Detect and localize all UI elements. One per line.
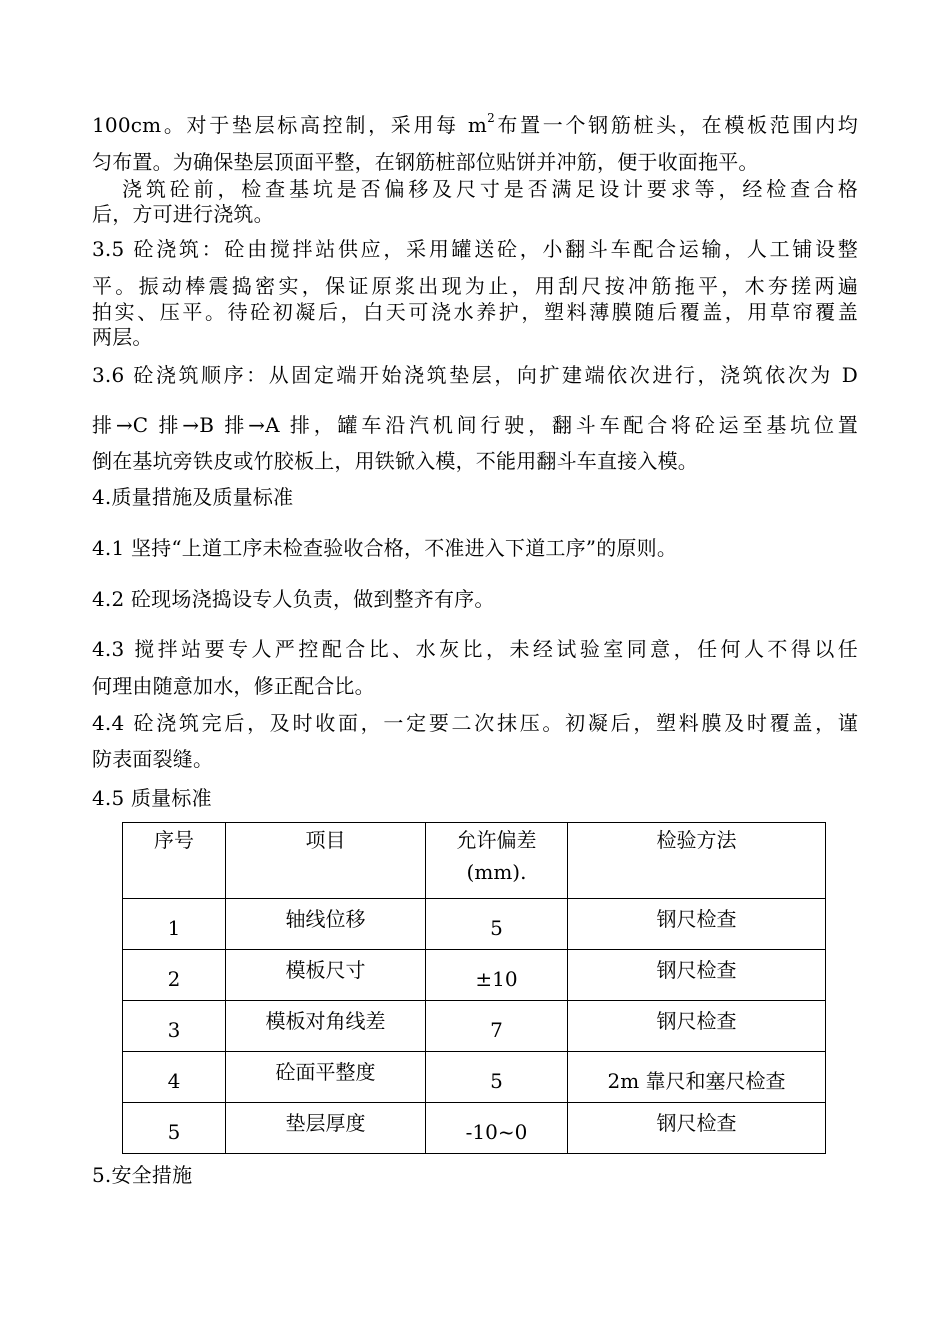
- paragraph-line: 两层。: [92, 325, 153, 349]
- paragraph-line: 平。振动棒震捣密实，保证原浆出现为止，用刮尺按冲筋拖平，木夯搓两遍: [92, 274, 858, 298]
- table-row: [123, 1052, 826, 1103]
- paragraph-line: 何理由随意加水，修正配合比。: [92, 674, 375, 698]
- paragraph-line: 3.6 砼浇筑顺序：从固定端开始浇筑垫层，向扩建端依次进行，浇筑依次为 D: [92, 363, 858, 387]
- header-cell: 允许偏差 (mm).: [426, 823, 568, 899]
- table-cell: 钢尺检查: [568, 1103, 826, 1154]
- table-row: [123, 1103, 826, 1154]
- paragraph-line: 防表面裂缝。: [92, 747, 214, 771]
- table-cell: 砼面平整度: [226, 1052, 426, 1103]
- paragraph-line: 3.5 砼浇筑：砼由搅拌站供应，采用罐送砼，小翻斗车配合运输，人工铺设整: [92, 237, 858, 261]
- paragraph-line: 4.4 砼浇筑完后，及时收面，一定要二次抹压。初凝后，塑料膜及时覆盖，谨: [92, 711, 858, 735]
- paragraph-line: 4.3 搅拌站要专人严控配合比、水灰比，未经试验室同意，任何人不得以任: [92, 637, 858, 661]
- header-cell: 序号: [123, 823, 226, 899]
- section-heading: 5.安全措施: [92, 1163, 193, 1187]
- table-cell: 5: [426, 899, 568, 950]
- paragraph-line: 排→C 排→B 排→A 排，罐车沿汽机间行驶，翻斗车配合将砼运至基坑位置: [92, 413, 858, 437]
- superscript: 2: [487, 111, 495, 126]
- table-cell: 轴线位移: [226, 899, 426, 950]
- table-cell: 2m 靠尺和塞尺检查: [568, 1052, 826, 1103]
- paragraph-line: [92, 112, 858, 138]
- quality-standard-table: [122, 822, 826, 1154]
- header-cell: 项目: [226, 823, 426, 899]
- table-cell: -10~0: [426, 1103, 568, 1154]
- table-cell: 模板尺寸: [226, 950, 426, 1001]
- paragraph-line: 倒在基坑旁铁皮或竹胶板上，用铁锨入模，不能用翻斗车直接入模。: [92, 449, 698, 473]
- table-cell: 钢尺检查: [568, 1001, 826, 1052]
- text-run: 布置一个钢筋桩头，在模板范围内均: [494, 113, 858, 137]
- paragraph-line: 匀布置。为确保垫层顶面平整，在钢筋桩部位贴饼并冲筋，便于收面拖平。: [92, 150, 759, 174]
- subsection-heading: 4.5 质量标准: [92, 786, 212, 810]
- paragraph-line: 拍实、压平。待砼初凝后，白天可浇水养护，塑料薄膜随后覆盖，用草帘覆盖: [92, 300, 858, 324]
- table-cell: 5: [426, 1052, 568, 1103]
- table-row: [123, 1001, 826, 1052]
- table-row: [123, 899, 826, 950]
- table-cell: 钢尺检查: [568, 950, 826, 1001]
- table-row: [123, 950, 826, 1001]
- table-cell: 钢尺检查: [568, 899, 826, 950]
- table-cell: 5: [123, 1103, 226, 1154]
- table-cell: ±10: [426, 950, 568, 1001]
- table-header-row: [123, 823, 826, 899]
- table-cell: 垫层厚度: [226, 1103, 426, 1154]
- paragraph-line: 4.1 坚持“上道工序未检查验收合格，不准进入下道工序”的原则。: [92, 536, 678, 560]
- table-cell: 1: [123, 899, 226, 950]
- section-heading: 4.质量措施及质量标准: [92, 485, 294, 509]
- table-cell: 2: [123, 950, 226, 1001]
- paragraph-line: 浇筑砼前，检查基坑是否偏移及尺寸是否满足设计要求等，经检查合格: [122, 177, 858, 201]
- text-run: 100cm。对于垫层标高控制，采用每 m: [92, 113, 488, 137]
- table-cell: 4: [123, 1052, 226, 1103]
- paragraph-line: 后，方可进行浇筑。: [92, 202, 274, 226]
- table-cell: 7: [426, 1001, 568, 1052]
- header-cell: 检验方法: [568, 823, 826, 899]
- table-cell: 模板对角线差: [226, 1001, 426, 1052]
- paragraph-line: 4.2 砼现场浇捣设专人负责，做到整齐有序。: [92, 587, 495, 611]
- table-cell: 3: [123, 1001, 226, 1052]
